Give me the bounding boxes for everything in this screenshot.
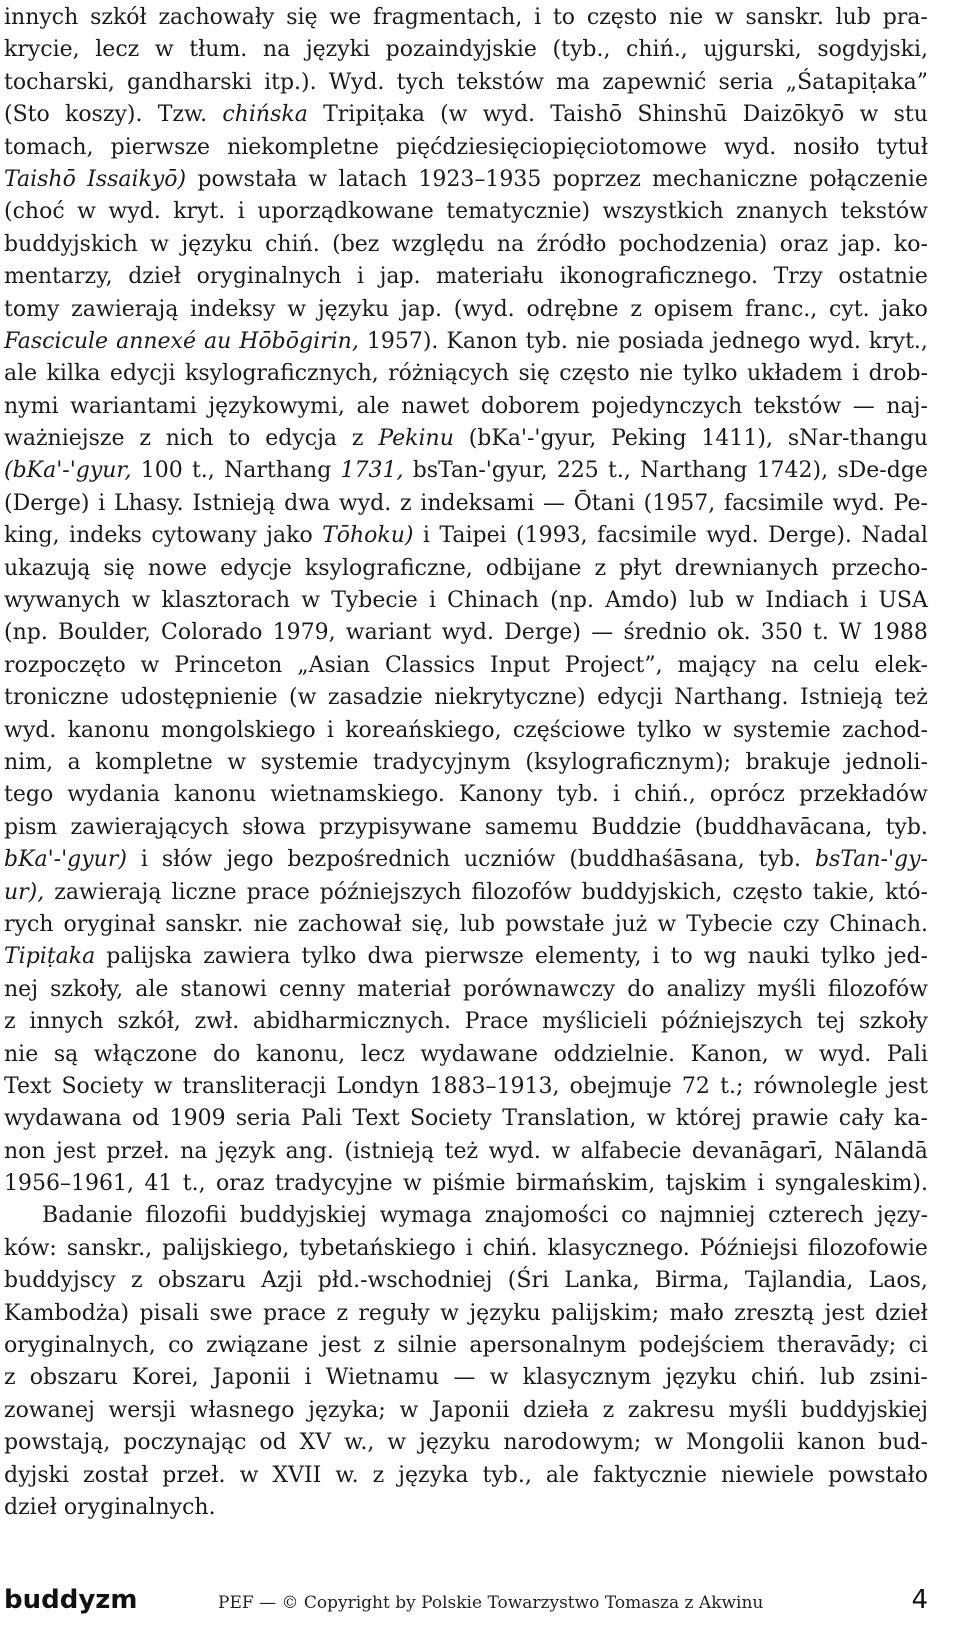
text-line: (bKa'-'gyur, 100 t., Narthang 1731, bsTan-'gyur, 225 t., Narthang 1742), sDe-dge [4, 458, 928, 484]
text-line: powstają, poczynając od XV w., w języku narodowym; w Mongolii kanon bud- [4, 1430, 928, 1456]
text-line: nej szkoły, ale stanowi cenny materiał porównawczy do analizy myśli filozofów [4, 976, 928, 1002]
text-line: Badanie filozofii buddyjskiej wymaga znajomości co najmniej czterech języ- [42, 1203, 928, 1229]
text-line: 1956–1961, 41 t., oraz tradycyjne w piśmie birmańskim, tajskim i syngaleskim). [4, 1171, 928, 1197]
text-line: nymi wariantami językowymi, ale nawet doborem pojedynczych tekstów — naj- [4, 393, 928, 419]
text-line: rozpoczęto w Princeton „Asian Classics Input Project”, mający na celu elek- [4, 652, 928, 678]
text-line: tego wydania kanonu wietnamskiego. Kanony tyb. i chiń., oprócz przekładów [4, 782, 928, 808]
text-line: wyd. kanonu mongolskiego i koreańskiego, częściowe tylko w systemie zachod- [4, 717, 928, 743]
text-line: wydawana od 1909 seria Pali Text Society Translation, w której prawie cały ka- [4, 1106, 928, 1132]
text-line: king, indeks cytowany jako Tōhoku) i Taipei (1993, facsimile wyd. Derge). Nadal [4, 523, 928, 549]
footer-title: buddyzm [4, 1585, 138, 1615]
text-line: z obszaru Korei, Japonii i Wietnamu — w klasycznym języku chiń. lub zsini- [4, 1365, 928, 1391]
text-line: tomy zawierają indeksy w języku jap. (wyd. odrębne z opisem franc., cyt. jako [4, 296, 928, 322]
text-line: Taishō Issaikyō) powstała w latach 1923–1935 poprzez mechaniczne połączenie [4, 166, 928, 192]
text-line: z innych szkół, zwł. abidharmicznych. Prace myślicieli późniejszych tej szkoły [4, 1009, 928, 1035]
text-line: (np. Boulder, Colorado 1979, wariant wyd. Derge) — średnio ok. 350 t. W 1988 [4, 620, 928, 646]
text-line: (Sto koszy). Tzw. chińska Tripiṭaka (w wyd. Taishō Shinshū Daizōkyō w stu [4, 102, 928, 128]
footer-copyright: PEF — © Copyright by Polskie Towarzystwo Tomasza z Akwinu [218, 1593, 764, 1613]
body-text [4, 2, 928, 1524]
text-line: troniczne udostępnienie (w zasadzie niekrytyczne) edycji Narthang. Istnieją też [4, 685, 928, 711]
text-line: Text Society w transliteracji Londyn 1883–1913, obejmuje 72 t.; równolegle jest [4, 1073, 928, 1099]
text-line: nim, a kompletne w systemie tradycyjnym (ksylograficznym); brakuje jednoli- [4, 749, 928, 775]
text-line: ukazują się nowe edycje ksylograficzne, odbijane z płyt drewnianych przecho- [4, 555, 928, 581]
text-line: wywanych w klasztorach w Tybecie i Chinach (np. Amdo) lub w Indiach i USA [4, 588, 928, 614]
text-line: ale kilka edycji ksylograficznych, różniących się często nie tylko układem i drob- [4, 361, 928, 387]
text-line: ur), zawierają liczne prace późniejszych filozofów buddyjskich, często takie, któ- [4, 879, 928, 905]
text-line: bKa'-'gyur) i słów jego bezpośrednich uczniów (buddhaśāsana, tyb. bsTan-'gy- [4, 847, 928, 873]
text-line: tomach, pierwsze niekompletne pięćdziesięciopięciotomowe wyd. nosiło tytuł [4, 134, 928, 160]
text-line: dyjski został przeł. w XVII w. z języka tyb., ale faktycznie niewiele powstało [4, 1462, 928, 1488]
page-footer [4, 1582, 928, 1618]
text-line: buddyjskich w języku chiń. (bez względu na źródło pochodzenia) oraz jap. ko- [4, 231, 928, 257]
text-line: mentarzy, dzieł oryginalnych i jap. materiału ikonograficznego. Trzy ostatnie [4, 264, 928, 290]
text-line: Tipiṭaka palijska zawiera tylko dwa pierwsze elementy, i to wg nauki tylko jed- [4, 944, 928, 970]
text-line: nie są włączone do kanonu, lecz wydawane oddzielnie. Kanon, w wyd. Pali [4, 1041, 928, 1067]
text-line: pism zawierających słowa przypisywane samemu Buddzie (buddhavācana, tyb. [4, 814, 928, 840]
text-line: (choć w wyd. kryt. i uporządkowane tematycznie) wszystkich znanych tekstów [4, 199, 928, 225]
text-line: (Derge) i Lhasy. Istnieją dwa wyd. z indeksami — Ōtani (1957, facsimile wyd. Pe- [4, 490, 928, 516]
text-line: oryginalnych, co związane jest z silnie apersonalnym podejściem theravādy; ci [4, 1333, 928, 1359]
text-line: ków: sanskr., palijskiego, tybetańskiego i chiń. klasycznego. Późniejsi filozofowie [4, 1235, 928, 1261]
page-number: 4 [911, 1585, 928, 1615]
text-line: tocharski, gandharski itp.). Wyd. tych tekstów ma zapewnić seria „Śatapiṭaka” [4, 69, 928, 95]
text-line: non jest przeł. na język ang. (istnieją też wyd. w alfabecie devanāgarī, Nālandā [4, 1138, 928, 1164]
text-line: ważniejsze z nich to edycja z Pekinu (bKa'-'gyur, Peking 1411), sNar-thangu [4, 426, 928, 452]
text-line: Kambodża) pisali swe prace z reguły w języku palijskim; mało zresztą jest dzieł [4, 1300, 928, 1326]
text-line: rych oryginał sanskr. nie zachował się, lub powstałe już w Tybecie czy Chinach. [4, 911, 928, 937]
text-line: zowanej wersji własnego języka; w Japonii dzieła z zakresu myśli buddyjskiej [4, 1397, 928, 1423]
text-line: dzieł oryginalnych. [4, 1494, 216, 1520]
text-line: innych szkół zachowały się we fragmentach, i to często nie w sanskr. lub pra- [4, 5, 928, 30]
text-line: Fascicule annexé au Hōbōgirin, 1957). Kanon tyb. nie posiada jednego wyd. kryt., [4, 328, 928, 354]
text-line: buddyjscy z obszaru Azji płd.-wschodniej (Śri Lanka, Birma, Tajlandia, Laos, [4, 1268, 928, 1294]
text-line: krycie, lecz w tłum. na języki pozaindyjskie (tyb., chiń., ujgurski, sogdyjski, [4, 37, 928, 63]
